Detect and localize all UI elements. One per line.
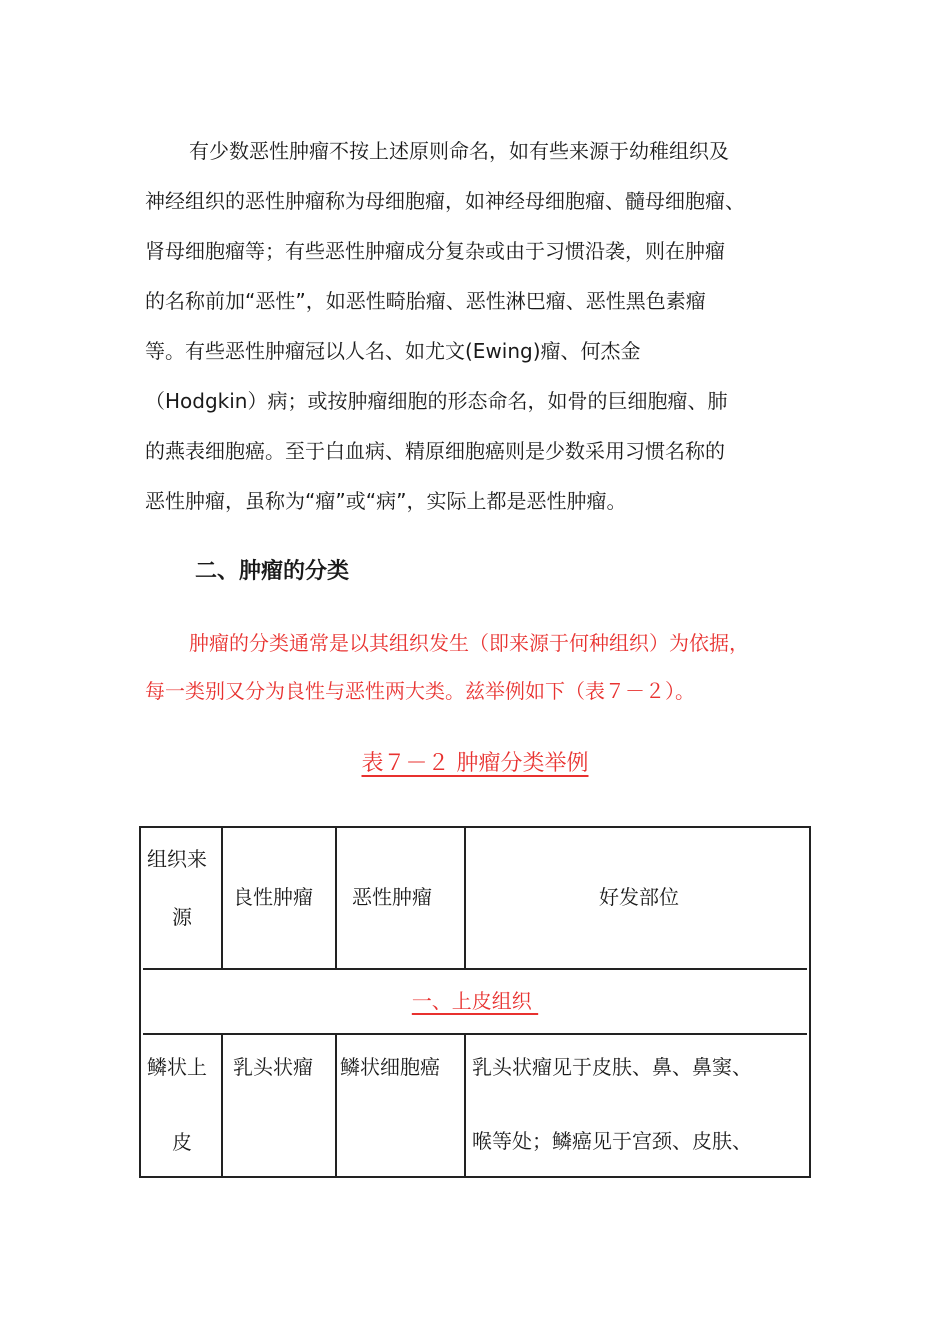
cell-text-line: 皮 [172,1130,192,1154]
cell-text-line: 鳞状上 [147,1055,207,1079]
paragraph-classification-intro [145,619,817,715]
table-title [0,742,950,786]
cell-malignant-scc: 鳞状细胞癌 [340,1055,440,1079]
cell-tissue-squamous [147,1048,207,1198]
paragraph-line: 肾母细胞瘤等；有些恶性肿瘤成分复杂或由于习惯沿袭，则在肿瘤 [145,239,725,263]
paragraph-line: 的名称前加“恶性”，如恶性畸胎瘤、恶性淋巴瘤、恶性黑色素瘤 [145,289,706,313]
tumor-classification-table [139,826,811,1178]
paragraph-line: 有少数恶性肿瘤不按上述原则命名，如有些来源于幼稚组织及 [189,139,729,163]
section-row-epithelial [141,981,809,1021]
section-heading: 二、肿瘤的分类 [195,559,350,584]
paragraph-line: 等。有些恶性肿瘤冠以人名、如尤文(Ewing)瘤、何杰金 [145,339,641,363]
paragraph-line: 神经组织的恶性肿瘤称为母细胞瘤，如神经母细胞瘤、髓母细胞瘤、 [145,189,745,213]
header-tissue-origin [147,840,207,956]
paragraph-naming-exceptions [145,126,817,526]
table-row-divider [143,968,807,970]
cell-sites-squamous [472,1048,752,1160]
cell-text-line: 乳头状瘤见于皮肤、鼻、鼻窦、 [472,1055,752,1079]
paragraph-line: 的燕表细胞癌。至于白血病、精原细胞癌则是少数采用习惯名称的 [145,439,725,463]
header-text-line: 源 [172,905,192,929]
table-column-divider [335,828,337,969]
paragraph-line: 每一类别又分为良性与恶性两大类。兹举例如下（表７－２）。 [145,679,695,703]
cell-benign-papilloma: 乳头状瘤 [233,1055,313,1079]
header-malignant: 恶性肿瘤 [352,885,432,909]
header-common-sites: 好发部位 [599,885,679,909]
table-row-divider [143,1033,807,1035]
table-column-divider [464,1034,466,1176]
table-column-divider [335,1034,337,1176]
header-benign: 良性肿瘤 [233,885,313,909]
paragraph-line: 肿瘤的分类通常是以其组织发生（即来源于何种组织）为依据， [189,631,749,655]
header-text-line: 组织来 [147,847,207,871]
table-column-divider [221,828,223,969]
paragraph-line: 恶性肿瘤，虽称为“瘤”或“病”，实际上都是恶性肿瘤。 [145,489,627,513]
table-title-text: 表７－２ 肿瘤分类举例 [361,751,589,776]
cell-text-line: 喉等处；鳞癌见于宫颈、皮肤、 [472,1129,752,1153]
table-column-divider [464,828,466,969]
paragraph-line: （Hodgkin）病；或按肿瘤细胞的形态命名，如骨的巨细胞瘤、肺 [145,389,728,413]
section-label: 一、上皮组织 [411,989,539,1013]
table-column-divider [221,1034,223,1176]
